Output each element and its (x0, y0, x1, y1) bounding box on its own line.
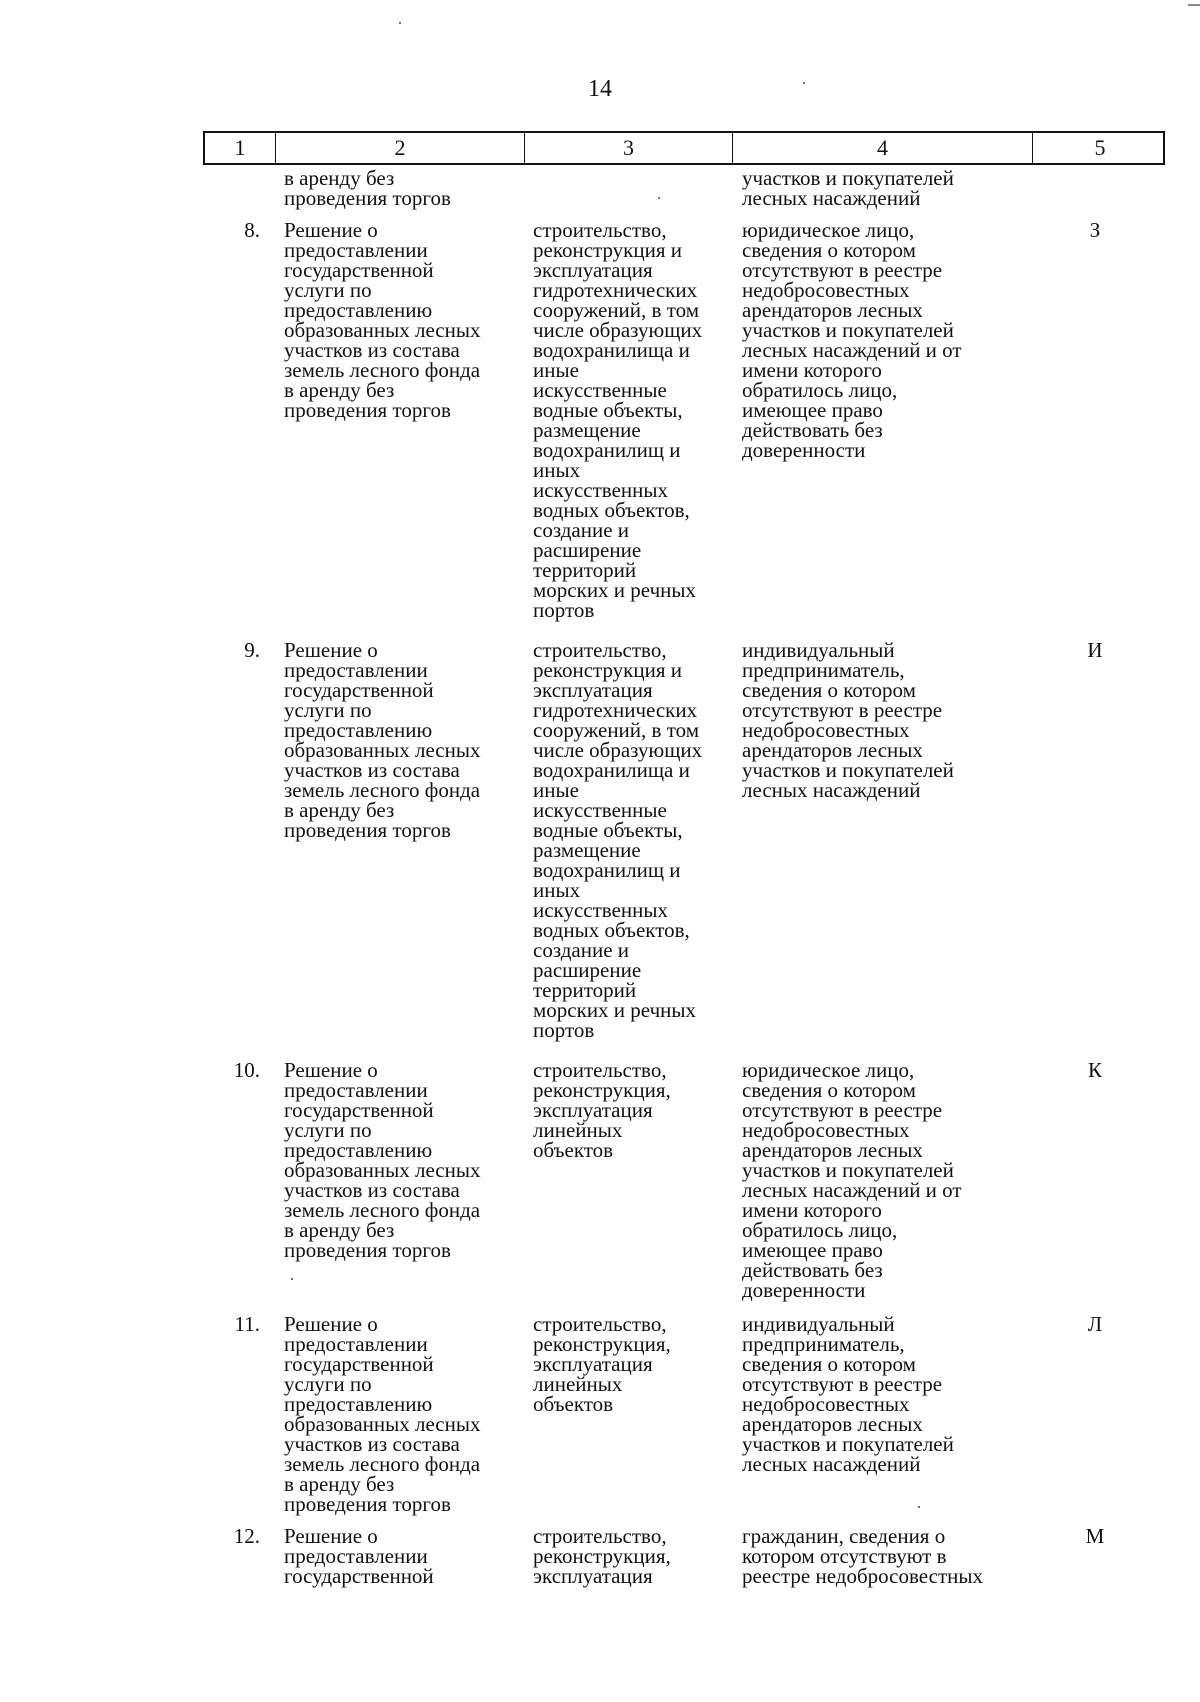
cell-text-line: имеющее право (742, 1238, 883, 1262)
cell-text-line: арендаторов лесных (742, 1138, 923, 1162)
cell-text-line: иные (533, 778, 579, 802)
cell-applicant (742, 1060, 1042, 1300)
header-col-5: 5 (1094, 135, 1106, 160)
cell-text-line: государственной (284, 678, 434, 702)
cell-text-line: эксплуатация (533, 1564, 653, 1588)
cell-text-line: Решение о (284, 1312, 378, 1336)
cell-text-line: водные объекты, (533, 398, 683, 422)
cell-text-line: арендаторов лесных (742, 1412, 923, 1436)
cell-text-line: реконструкция и (533, 658, 682, 682)
cell-text-line: земель лесного фонда (284, 1198, 481, 1222)
cell-text-line: участков и покупателей (742, 758, 954, 782)
cell-text-line: проведения торгов (284, 1492, 451, 1516)
cell-text-line: Решение о (284, 1058, 378, 1082)
cell-text-line: гидротехнических (533, 698, 698, 722)
cell-purpose (533, 1526, 738, 1586)
cell-text-line: предприниматель, (742, 658, 905, 682)
cell-text-line: проведения торгов (284, 398, 451, 422)
cell-text-line: в аренду без (284, 798, 395, 822)
cell-text-line: недобросовестных (742, 1392, 910, 1416)
cell-text-line: имени которого (742, 358, 882, 382)
cell-text-line: числе образующих (533, 738, 703, 762)
cell-text-line: отсутствуют в реестре (742, 258, 943, 282)
cell-text-line: в аренду без (284, 378, 395, 402)
cell-text-line: имеющее право (742, 398, 883, 422)
cell-text-line: водные объекты, (533, 818, 683, 842)
cell-text-line: обратилось лицо, (742, 1218, 898, 1242)
cell-text-line: доверенности (742, 438, 866, 462)
cell-text-line: проведения торгов (284, 1238, 451, 1262)
cell-text-line: участков и покупателей (742, 318, 954, 342)
scan-speck (291, 1278, 293, 1280)
header-col-3: 3 (525, 133, 733, 163)
cell-text-line: размещение (533, 418, 641, 442)
cell-text-line: действовать без (742, 1258, 883, 1282)
cell-text-line: иных (533, 878, 581, 902)
cell-text-line: арендаторов лесных (742, 298, 923, 322)
scan-speck (918, 1506, 920, 1508)
cell-text-line: индивидуальный (742, 1312, 895, 1336)
cell-purpose (533, 1314, 738, 1414)
cell-text-line: эксплуатация (533, 1352, 653, 1376)
cell-text-line: юридическое лицо, (742, 1058, 915, 1082)
cell-text-line: территорий (533, 558, 637, 582)
cell-text-line: участков и покупателей (742, 1158, 954, 1182)
cell-text-line: водных объектов, (533, 498, 690, 522)
cell-text-line: участков из состава (284, 758, 460, 782)
cell-text-line: реестре недобросовестных (742, 1564, 983, 1588)
cell-text-line: участков из состава (284, 1178, 460, 1202)
cell-text-line: услуги по (284, 1372, 372, 1396)
cell-text-line: в аренду без (284, 1472, 395, 1496)
cell-text-line: проведения торгов (284, 186, 451, 210)
cell-text-line: создание и (533, 518, 630, 542)
cell-text-line: размещение (533, 838, 641, 862)
cell-text-line: образованных лесных (284, 318, 481, 342)
cell-text-line: искусственных (533, 898, 668, 922)
cell-code: И (1087, 638, 1103, 662)
cell-text-line: предоставлении (284, 238, 428, 262)
cell-text-line: создание и (533, 938, 630, 962)
cell-text-line: государственной (284, 1098, 434, 1122)
cell-text-line: сведения о котором (742, 1352, 916, 1376)
cell-text-line: проведения торгов (284, 818, 451, 842)
cell-text-line: доверенности (742, 1278, 866, 1302)
scan-edge-mark (1188, 4, 1200, 6)
row-number: 11. (234, 1312, 260, 1336)
cell-text-line: образованных лесных (284, 1158, 481, 1182)
cell-text-line: портов (533, 598, 595, 622)
cell-text-line: числе образующих (533, 318, 703, 342)
cell-text-line: предоставлению (284, 718, 433, 742)
cell-text-line: участков из состава (284, 1432, 460, 1456)
cell-text-line: земель лесного фонда (284, 1452, 481, 1476)
cell-text-line: эксплуатация (533, 258, 653, 282)
cell-code: М (1085, 1524, 1105, 1548)
cell-purpose (533, 220, 738, 620)
cell-text-line: земель лесного фонда (284, 778, 481, 802)
cell-text-line: предоставлению (284, 1392, 433, 1416)
cell-code: Л (1087, 1312, 1103, 1336)
cell-text-line: линейных (533, 1372, 623, 1396)
cell-text-line: государственной (284, 1352, 434, 1376)
cell-text-line: Решение о (284, 1524, 378, 1548)
cell-text-line: эксплуатация (533, 1098, 653, 1122)
scan-speck (658, 197, 660, 199)
cell-text-line: в аренду без (284, 166, 395, 190)
cell-text-line: обратилось лицо, (742, 378, 898, 402)
cell-text-line: реконструкция и (533, 238, 682, 262)
cell-text-line: услуги по (284, 278, 372, 302)
cell-text-line: строительство, (533, 1058, 667, 1082)
cell-applicant (742, 220, 1042, 460)
cell-applicant (742, 168, 1042, 208)
cell-text-line: водных объектов, (533, 918, 690, 942)
cell-text-line: лесных насаждений и от (742, 338, 962, 362)
cell-service-name (284, 640, 529, 840)
cell-text-line: объектов (533, 1138, 614, 1162)
cell-text-line: иные (533, 358, 579, 382)
cell-text-line: портов (533, 1018, 595, 1042)
cell-text-line: строительство, (533, 1312, 667, 1336)
cell-text-line: искусственных (533, 478, 668, 502)
cell-text-line: образованных лесных (284, 738, 481, 762)
cell-text-line: водохранилища и (533, 338, 690, 362)
cell-text-line: территорий (533, 978, 637, 1002)
cell-text-line: котором отсутствуют в (742, 1544, 947, 1568)
header-col-2: 2 (276, 133, 525, 163)
cell-text-line: предоставлении (284, 1078, 428, 1102)
cell-code: З (1089, 218, 1101, 242)
cell-text-line: строительство, (533, 218, 667, 242)
cell-text-line: имени которого (742, 1198, 882, 1222)
cell-text-line: предоставлении (284, 658, 428, 682)
cell-text-line: искусственные (533, 378, 667, 402)
cell-text-line: земель лесного фонда (284, 358, 481, 382)
cell-text-line: сведения о котором (742, 238, 916, 262)
cell-service-name (284, 220, 529, 420)
cell-text-line: водохранилища и (533, 758, 690, 782)
cell-text-line: в аренду без (284, 1218, 395, 1242)
cell-text-line: водохранилищ и (533, 438, 681, 462)
row-number: 10. (233, 1058, 260, 1082)
cell-text-line: расширение (533, 958, 642, 982)
cell-text-line: гражданин, сведения о (742, 1524, 946, 1548)
cell-text-line: предоставлении (284, 1544, 428, 1568)
cell-applicant (742, 1526, 1042, 1586)
cell-text-line: государственной (284, 1564, 434, 1588)
cell-purpose (533, 1060, 738, 1160)
cell-text-line: гидротехнических (533, 278, 698, 302)
cell-text-line: государственной (284, 258, 434, 282)
cell-text-line: расширение (533, 538, 642, 562)
cell-text-line: образованных лесных (284, 1412, 481, 1436)
cell-service-name (284, 1314, 529, 1514)
cell-text-line: участков из состава (284, 338, 460, 362)
cell-applicant (742, 640, 1042, 800)
cell-text-line: отсутствуют в реестре (742, 1372, 943, 1396)
cell-text-line: реконструкция, (533, 1332, 671, 1356)
cell-text-line: морских и речных (533, 998, 696, 1022)
cell-text-line: предоставлении (284, 1332, 428, 1356)
cell-text-line: сведения о котором (742, 678, 916, 702)
cell-service-name (284, 1060, 529, 1260)
cell-purpose (533, 640, 738, 1040)
cell-text-line: строительство, (533, 638, 667, 662)
cell-text-line: лесных насаждений (742, 186, 921, 210)
row-number: 12. (233, 1524, 260, 1548)
cell-text-line: недобросовестных (742, 278, 910, 302)
cell-text-line: действовать без (742, 418, 883, 442)
cell-text-line: Решение о (284, 638, 378, 662)
cell-text-line: арендаторов лесных (742, 738, 923, 762)
cell-text-line: реконструкция, (533, 1544, 671, 1568)
cell-text-line: строительство, (533, 1524, 667, 1548)
cell-text-line: отсутствуют в реестре (742, 698, 943, 722)
cell-text-line: морских и речных (533, 578, 696, 602)
cell-text-line: лесных насаждений (742, 778, 921, 802)
header-col-1: 1 (205, 133, 276, 163)
table-header-row (203, 131, 1165, 165)
cell-text-line: лесных насаждений (742, 1452, 921, 1476)
cell-text-line: иных (533, 458, 581, 482)
cell-text-line: линейных (533, 1118, 623, 1142)
cell-text-line: сооружений, в том (533, 718, 699, 742)
row-number: 9. (244, 638, 260, 662)
cell-text-line: Решение о (284, 218, 378, 242)
cell-text-line: предоставлению (284, 1138, 433, 1162)
cell-text-line: водохранилищ и (533, 858, 681, 882)
cell-text-line: недобросовестных (742, 1118, 910, 1142)
cell-code: К (1087, 1058, 1102, 1082)
cell-text-line: услуги по (284, 698, 372, 722)
cell-service-name (284, 168, 529, 208)
cell-text-line: предоставлению (284, 298, 433, 322)
cell-text-line: отсутствуют в реестре (742, 1098, 943, 1122)
cell-text-line: реконструкция, (533, 1078, 671, 1102)
cell-text-line: объектов (533, 1392, 614, 1416)
header-col-4: 4 (733, 133, 1033, 163)
cell-text-line: услуги по (284, 1118, 372, 1142)
row-number: 8. (244, 218, 260, 242)
cell-text-line: юридическое лицо, (742, 218, 915, 242)
cell-applicant (742, 1314, 1042, 1474)
cell-text-line: лесных насаждений и от (742, 1178, 962, 1202)
cell-text-line: участков и покупателей (742, 166, 954, 190)
cell-text-line: участков и покупателей (742, 1432, 954, 1456)
page-number: 14 (588, 76, 612, 102)
scan-speck (399, 22, 401, 24)
cell-service-name (284, 1526, 529, 1586)
cell-text-line: искусственные (533, 798, 667, 822)
cell-text-line: сведения о котором (742, 1078, 916, 1102)
cell-text-line: индивидуальный (742, 638, 895, 662)
cell-text-line: предприниматель, (742, 1332, 905, 1356)
cell-text-line: недобросовестных (742, 718, 910, 742)
cell-text-line: эксплуатация (533, 678, 653, 702)
cell-text-line: сооружений, в том (533, 298, 699, 322)
